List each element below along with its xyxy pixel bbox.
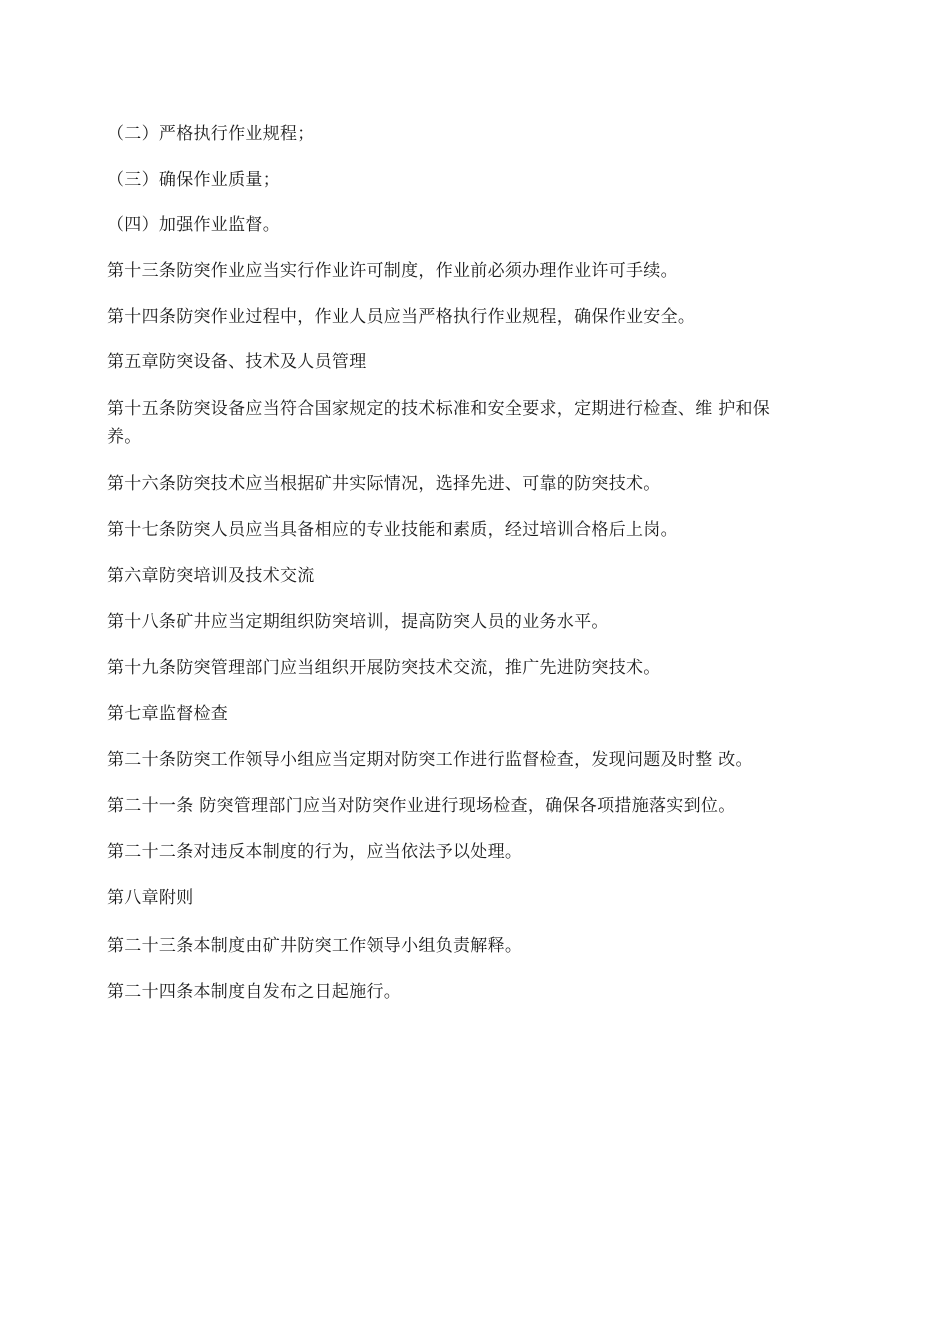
chapter-7-heading: 第七章监督检查 (107, 704, 229, 724)
chapter-8-heading: 第八章附则 (107, 888, 194, 908)
list-item-4: （四）加强作业监督。 (107, 215, 280, 235)
article-22: 第二十二条对违反本制度的行为，应当依法予以处理。 (107, 842, 523, 862)
article-15-line-1: 第十五条防突设备应当符合国家规定的技术标准和安全要求，定期进行检查、维 护和保 (107, 399, 771, 419)
article-23: 第二十三条本制度由矿井防突工作领导小组负责解释。 (107, 936, 523, 956)
article-16: 第十六条防突技术应当根据矿井实际情况，选择先进、可靠的防突技术。 (107, 474, 661, 494)
article-20: 第二十条防突工作领导小组应当定期对防突工作进行监督检查，发现问题及时整 改。 (107, 750, 753, 770)
article-18: 第十八条矿井应当定期组织防突培训，提高防突人员的业务水平。 (107, 612, 609, 632)
article-14: 第十四条防突作业过程中，作业人员应当严格执行作业规程，确保作业安全。 (107, 307, 696, 327)
article-17: 第十七条防突人员应当具备相应的专业技能和素质，经过培训合格后上岗。 (107, 520, 678, 540)
chapter-5-heading: 第五章防突设备、技术及人员管理 (107, 352, 367, 372)
article-15-line-2: 养。 (107, 427, 142, 447)
article-24: 第二十四条本制度自发布之日起施行。 (107, 982, 402, 1002)
list-item-2: （二）严格执行作业规程； (107, 124, 315, 144)
article-13: 第十三条防突作业应当实行作业许可制度，作业前必须办理作业许可手续。 (107, 261, 678, 281)
chapter-6-heading: 第六章防突培训及技术交流 (107, 566, 315, 586)
article-19: 第十九条防突管理部门应当组织开展防突技术交流，推广先进防突技术。 (107, 658, 661, 678)
list-item-3: （三）确保作业质量； (107, 170, 280, 190)
article-21: 第二十一条 防突管理部门应当对防突作业进行现场检查，确保各项措施落实到位。 (107, 796, 736, 816)
